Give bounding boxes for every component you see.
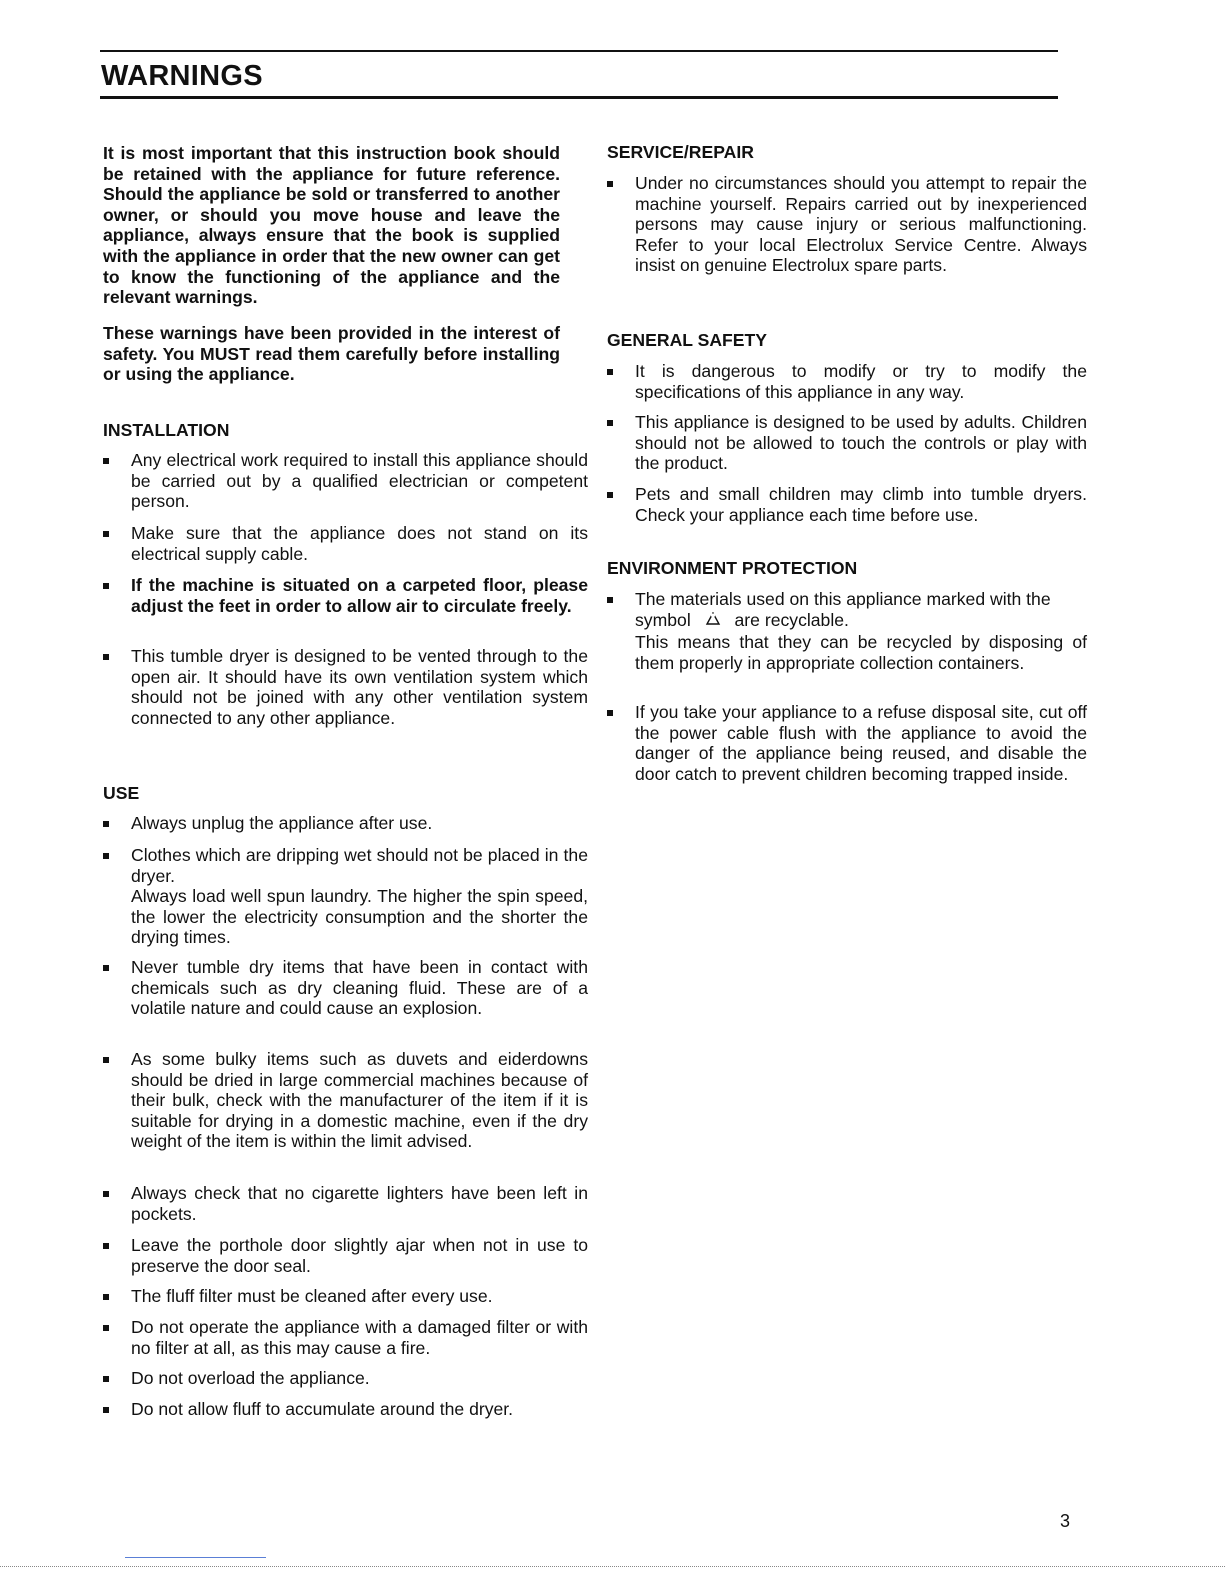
list-item: [103, 523, 588, 564]
bullet-icon: [103, 1407, 109, 1413]
bullet-icon: [607, 420, 613, 426]
list-item: [607, 589, 1087, 673]
item-text: Under no circumstances should you attempt to repair the machine yourself. Repairs carried out by inexperienced persons may cause injury or serious malfunctioning. Refer to your local Electrolux Service Centre. Always insist on genuine Electrolux spare parts.: [635, 173, 1087, 276]
item-text: It is dangerous to modify or try to modify the specifications of this appliance in any way.: [635, 361, 1087, 402]
list-item: [607, 361, 1087, 402]
scan-border-dots: [0, 1566, 1225, 1567]
item-text: If you take your appliance to a refuse disposal site, cut off the power cable flush with the appliance to avoid the danger of the appliance being reused, and disable the door catch to prevent children becoming trapped inside.: [635, 702, 1087, 784]
scan-edge-line: [125, 1557, 266, 1558]
bullet-icon: [607, 597, 613, 603]
list-item: [103, 575, 588, 616]
page-title: WARNINGS: [101, 60, 263, 92]
list-item: [607, 412, 1087, 474]
bullet-icon: [103, 821, 109, 827]
item-text: Any electrical work required to install this appliance should be carried out by a qualified electrician or competent person.: [131, 450, 588, 512]
item-text: Always check that no cigarette lighters have been left in pockets.: [131, 1183, 588, 1224]
bullet-icon: [607, 369, 613, 375]
list-item: [103, 1317, 588, 1358]
installation-heading: INSTALLATION: [103, 420, 230, 440]
list-item: [103, 845, 588, 948]
list-item: [103, 1235, 588, 1276]
item-text: The fluff filter must be cleaned after every use.: [131, 1286, 493, 1306]
bullet-icon: [103, 1325, 109, 1331]
item-text: Do not allow fluff to accumulate around the dryer.: [131, 1399, 514, 1419]
item-text: This appliance is designed to be used by adults. Children should not be allowed to touch the controls or play with the product.: [635, 412, 1087, 474]
service-heading: SERVICE/REPAIR: [607, 142, 754, 162]
item-text: Clothes which are dripping wet should not be placed in the dryer.: [131, 845, 588, 886]
item-text: As some bulky items such as duvets and eiderdowns should be dried in large commercial machines because of their bulk, check with the manufacturer of the item if it is suitable for drying in a domestic machine, even if the dry weight of the item is within the limit advised.: [131, 1049, 588, 1152]
item-text: Always load well spun laundry. The higher the spin speed, the lower the electricity consumption and the shorter the drying times.: [131, 886, 588, 948]
list-item: [103, 813, 588, 834]
bullet-icon: [607, 492, 613, 498]
item-text: are recyclable.: [734, 609, 849, 630]
item-text: Never tumble dry items that have been in contact with chemicals such as dry cleaning fluid. These are of a volatile nature and could cause an explosion.: [131, 957, 588, 1019]
intro-paragraph: It is most important that this instruction book should be retained with the appliance for future reference. Should the appliance be sold or transferred to another owner, or should you move house and leave the appliance, always ensure that the book is supplied with the appliance in order that the new owner can get to know the functioning of the appliance and the relevant warnings.: [103, 143, 560, 308]
page-number: 3: [1060, 1511, 1071, 1531]
bullet-icon: [103, 531, 109, 537]
title-underline: [100, 96, 1058, 99]
item-text: Do not overload the appliance.: [131, 1368, 370, 1388]
environment-heading: ENVIRONMENT PROTECTION: [607, 558, 858, 578]
top-rule: [100, 50, 1058, 52]
list-item: [607, 173, 1087, 276]
list-item: [103, 450, 588, 512]
recycle-symbol-icon: [704, 612, 722, 633]
bullet-icon: [103, 965, 109, 971]
list-item: [103, 1183, 588, 1224]
list-item: [103, 646, 588, 728]
intro-safety-paragraph: These warnings have been provided in the interest of safety. You MUST read them carefully before installing or using the appliance.: [103, 323, 560, 385]
list-item: [607, 484, 1087, 525]
bullet-icon: [103, 1191, 109, 1197]
general-safety-heading: GENERAL SAFETY: [607, 330, 767, 350]
item-text: This tumble dryer is designed to be vented through to the open air. It should have its own ventilation system which should not be joined with any other ventilation system connected to any other appliance.: [131, 646, 588, 728]
list-item: [103, 1368, 588, 1389]
list-item: [607, 702, 1087, 784]
item-text: The materials used on this appliance marked with the symbol: [635, 589, 1051, 630]
bullet-icon: [607, 181, 613, 187]
bullet-icon: [103, 1376, 109, 1382]
bullet-icon: [103, 1294, 109, 1300]
bullet-icon: [607, 710, 613, 716]
item-text: Do not operate the appliance with a damaged filter or with no filter at all, as this may cause a fire.: [131, 1317, 588, 1358]
bullet-icon: [103, 853, 109, 859]
item-text: Leave the porthole door slightly ajar when not in use to preserve the door seal.: [131, 1235, 588, 1276]
list-item: [103, 1399, 588, 1420]
bullet-icon: [103, 1243, 109, 1249]
item-text: Always unplug the appliance after use.: [131, 813, 433, 833]
bullet-icon: [103, 458, 109, 464]
use-heading: USE: [103, 783, 140, 803]
item-text: Make sure that the appliance does not stand on its electrical supply cable.: [131, 523, 588, 564]
list-item: [103, 957, 588, 1019]
item-text: If the machine is situated on a carpeted floor, please adjust the feet in order to allow air to circulate freely.: [131, 575, 588, 616]
item-text: This means that they can be recycled by disposing of them properly in appropriate collection containers.: [635, 632, 1087, 673]
list-item: [103, 1049, 588, 1152]
list-item: [103, 1286, 588, 1307]
bullet-icon: [103, 654, 109, 660]
bullet-icon: [103, 583, 109, 589]
bullet-icon: [103, 1057, 109, 1063]
item-text: Pets and small children may climb into tumble dryers. Check your appliance each time before use.: [635, 484, 1087, 525]
